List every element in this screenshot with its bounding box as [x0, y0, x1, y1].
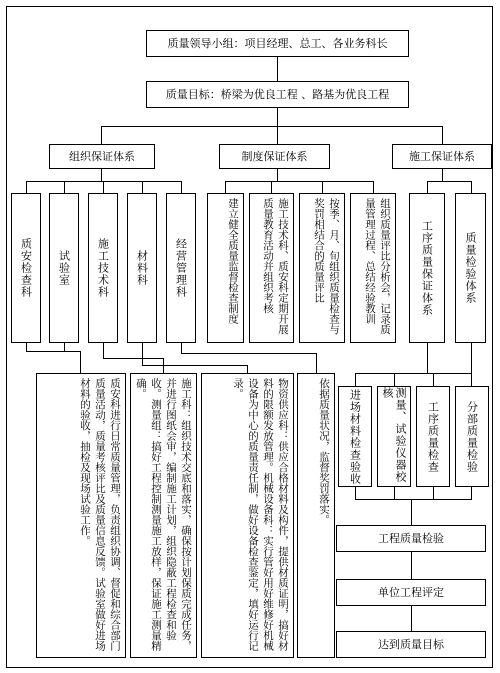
org-unit-qa: 质安检查科: [11, 193, 41, 343]
connector: [247, 365, 248, 373]
org-unit-lab: 试验室: [49, 193, 79, 343]
goal-text: 质量目标：桥梁为优良工程 、路基为优良工程: [165, 88, 390, 101]
connector: [427, 181, 471, 182]
connector: [394, 373, 395, 386]
construction-unit-inspection: 质量检验体系: [455, 193, 486, 343]
org-unit-business: 经营管理科: [166, 193, 196, 343]
construction-unit-process: 工序质量保证体系: [409, 193, 445, 343]
leader-text: 质量领导小组：项目经理、总工、各业务科长: [167, 37, 388, 50]
goal-box: [146, 81, 409, 108]
policy-unit-1: 建立健全质量监督检查制度: [207, 193, 244, 343]
construction-system-box: [392, 144, 492, 169]
connector: [64, 351, 81, 352]
connector: [277, 126, 278, 144]
unit-eval-box: 单位工程评定: [336, 579, 486, 606]
inspection-unit-2: 测量、试验仪器校核: [377, 386, 411, 487]
connector: [103, 181, 104, 193]
connector: [411, 606, 412, 631]
connector: [26, 181, 27, 193]
connector: [271, 181, 272, 193]
connector: [26, 343, 27, 351]
policy-system-box: [219, 144, 330, 169]
connector: [471, 181, 472, 193]
duty-tech: 施工科：组织技术交底和落实，确保按计划保质完成任务，并进行图纸会审，编制施工计划，组织隐蔽工程检查和验收。测量组：搞好工程控制测量施工放样，保证施工测量精确。: [130, 373, 197, 658]
connector: [433, 373, 434, 386]
connector: [64, 181, 65, 193]
connector: [427, 343, 428, 373]
connector: [442, 126, 443, 144]
connector: [277, 57, 278, 81]
leader-box: [146, 30, 409, 57]
connector: [355, 487, 356, 499]
connector: [355, 373, 356, 386]
org-unit-material: 材料科: [127, 193, 157, 343]
connector: [181, 353, 316, 354]
duty-material: 物资供应科：供应合格材料及构件，提供材质证明，搞好材料的限额发放管理。机械设备科：实行管好用好维修好机械设备为中心的质量责任制，做好设备检查鉴定，填好运行记录。: [201, 373, 294, 658]
connector: [442, 169, 443, 181]
connector: [142, 365, 247, 366]
connector: [142, 343, 143, 365]
connector: [277, 108, 278, 126]
connector: [80, 351, 81, 373]
connector: [355, 499, 472, 500]
policy-unit-3: 按季、月、旬组织质量检查与奖罚相结合的质量评比: [299, 193, 345, 343]
connector: [433, 487, 434, 499]
connector: [277, 169, 278, 181]
connector: [471, 487, 472, 499]
connector: [101, 126, 442, 127]
inspection-unit-1: 进场材料检查验收: [338, 386, 372, 487]
duty-qa-lab: 质安科进行日常质量管理，负责组织协调、督促和综合部门质量活动，质量考核评比及质量信息反馈。试验室做好进场材料的验收，抽检及现场试验工作。: [36, 373, 126, 658]
policy-system-label: 制度保证体系: [241, 150, 308, 163]
connector: [411, 499, 412, 525]
connector: [394, 487, 395, 499]
achieve-box: 达到质量目标: [336, 631, 486, 658]
connector: [322, 181, 323, 193]
connector: [101, 169, 102, 181]
org-system-label: 组织保证体系: [69, 150, 135, 163]
connector: [225, 181, 373, 182]
connector: [427, 181, 428, 193]
connector: [142, 181, 143, 193]
inspection-unit-4: 分部质量检验: [455, 386, 489, 487]
connector: [103, 343, 104, 358]
connector: [181, 181, 182, 193]
connector: [64, 343, 65, 351]
construction-system-label: 施工保证体系: [409, 150, 475, 163]
org-system-box: [49, 144, 155, 169]
connector: [26, 351, 65, 352]
connector: [411, 552, 412, 579]
connector: [355, 373, 472, 374]
duty-business: 依据质量状况，监督奖罚落实。: [297, 373, 335, 658]
connector: [181, 343, 182, 353]
inspection-unit-3: 工序质量检查: [416, 386, 450, 487]
connector: [316, 353, 317, 373]
policy-unit-2: 施工技术科、质安科定期开展质量教育活动并组织考核: [249, 193, 294, 343]
engineering-check-box: 工程质量检验: [336, 525, 486, 552]
connector: [373, 181, 374, 193]
policy-unit-4: 组织质量评比分析会，记录质量管理过程、总结经验教训: [350, 193, 396, 343]
connector: [225, 181, 226, 193]
connector: [471, 343, 472, 386]
connector: [103, 358, 163, 359]
connector: [101, 126, 102, 144]
org-unit-tech: 施工技术科: [88, 193, 118, 343]
